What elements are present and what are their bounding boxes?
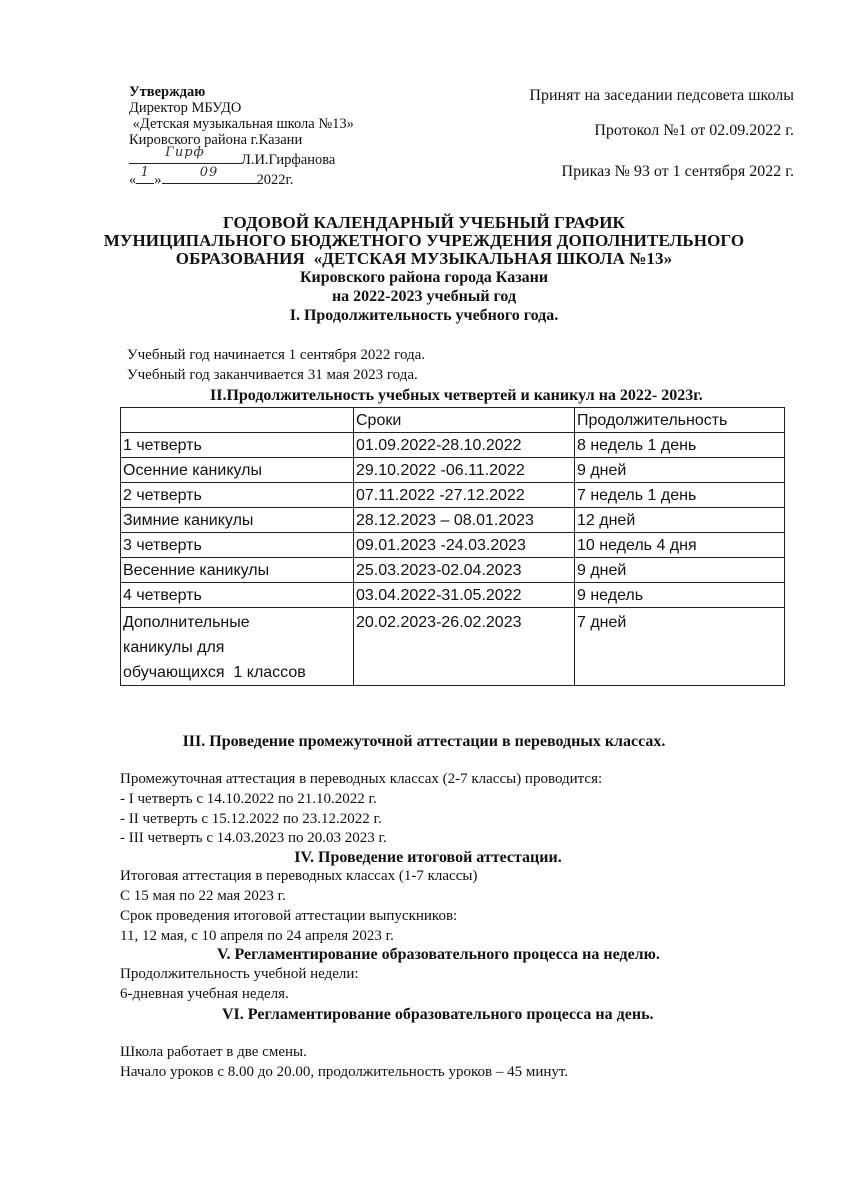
handwritten-day: 1 — [140, 165, 150, 180]
period-dates: 28.12.2023 – 08.01.2023 — [354, 508, 575, 533]
section-5-heading: V. Регламентирование образовательного процесса на неделю. — [217, 946, 660, 963]
period-name: 4 четверть — [121, 583, 354, 608]
date-open-quote: « — [129, 172, 137, 188]
period-name-line: Дополнительные — [123, 614, 250, 631]
section-3-heading: III. Проведение промежуточной аттестации в переводных классах. — [182, 733, 666, 750]
section-3-line: - I четверть с 14.10.2022 по 21.10.2022 г. — [120, 791, 377, 807]
table-row — [121, 558, 785, 583]
table-header-cell: Сроки — [354, 408, 575, 433]
approval-director: Директор МБУДО — [129, 100, 242, 116]
table-row — [121, 458, 785, 483]
period-duration: 9 дней — [575, 558, 785, 583]
date-close-quote: » — [154, 172, 162, 188]
section-4-line: Итоговая аттестация в переводных классах (1-7 классы) — [120, 868, 478, 884]
section-4-line: 11, 12 мая, с 10 апреля по 24 апреля 2023 г. — [120, 928, 394, 944]
table-row — [121, 608, 785, 686]
document-title-line3: ОБРАЗОВАНИЯ «ДЕТСКАЯ МУЗЫКАЛЬНАЯ ШКОЛА №13» — [175, 249, 673, 268]
section-3-line: - II четверть с 15.12.2022 по 23.12.2022 г. — [120, 811, 382, 827]
signature-field — [129, 145, 241, 164]
period-name-line: обучающихся 1 классов — [123, 664, 306, 681]
section-3-line: - III четверть с 14.03.2023 по 20.03 2023 г. — [120, 830, 387, 846]
period-name — [121, 608, 354, 686]
section-4-heading: IV. Проведение итоговой аттестации. — [294, 849, 562, 866]
table-header-cell — [121, 408, 354, 433]
acceptance-protocol: Протокол №1 от 02.09.2022 г. — [594, 122, 794, 139]
period-name: Весенние каникулы — [121, 558, 354, 583]
table-header-cell: Продолжительность — [575, 408, 785, 433]
period-dates: 20.02.2023-26.02.2023 — [354, 608, 575, 686]
period-name: 2 четверть — [121, 483, 354, 508]
section-4-line: Срок проведения итоговой аттестации выпускников: — [120, 908, 458, 924]
section-6-line: Начало уроков с 8.00 до 20.00, продолжительность уроков – 45 минут. — [120, 1064, 569, 1080]
section-1-line: Учебный год начинается 1 сентября 2022 года. — [127, 347, 426, 363]
period-name: Осенние каникулы — [121, 458, 354, 483]
section-2-heading: II.Продолжительность учебных четвертей и каникул на 2022- 2023г. — [210, 387, 703, 404]
period-dates: 01.09.2022-28.10.2022 — [354, 433, 575, 458]
document-title-line2: МУНИЦИПАЛЬНОГО БЮДЖЕТНОГО УЧРЕЖДЕНИЯ ДОПОЛНИТЕЛЬНОГО — [103, 231, 745, 250]
approval-date-line — [129, 165, 354, 188]
table-header-row — [121, 408, 785, 433]
period-dates: 25.03.2023-02.04.2023 — [354, 558, 575, 583]
period-name-line: каникулы для — [123, 639, 225, 656]
document-title-district: Кировского района города Казани — [299, 269, 549, 286]
date-year: 2022г. — [256, 172, 294, 188]
table-row — [121, 508, 785, 533]
handwritten-signature: Гирф — [165, 145, 205, 160]
section-6-heading: VI. Регламентирование образовательного процесса на день. — [222, 1006, 654, 1023]
section-6-line: Школа работает в две смены. — [120, 1044, 307, 1060]
period-dates: 29.10.2022 -06.11.2022 — [354, 458, 575, 483]
date-day-field — [136, 165, 154, 184]
section-1-line: Учебный год заканчивается 31 мая 2023 года. — [127, 367, 418, 383]
period-duration: 9 дней — [575, 458, 785, 483]
period-duration: 10 недель 4 дня — [575, 533, 785, 558]
period-dates: 03.04.2022-31.05.2022 — [354, 583, 575, 608]
approval-heading: Утверждаю — [129, 84, 206, 100]
period-duration: 12 дней — [575, 508, 785, 533]
approval-block — [129, 84, 354, 188]
handwritten-month: 09 — [199, 165, 219, 180]
approval-school-name: «Детская музыкальная школа №13» — [129, 116, 354, 132]
table-row — [121, 433, 785, 458]
signer-name: Л.И.Гирфанова — [241, 152, 336, 168]
period-duration: 8 недель 1 день — [575, 433, 785, 458]
date-month-field — [162, 165, 257, 184]
section-5-line: 6-дневная учебная неделя. — [120, 986, 289, 1002]
period-name: 3 четверть — [121, 533, 354, 558]
period-duration: 7 недель 1 день — [575, 483, 785, 508]
table-row — [121, 583, 785, 608]
period-duration: 7 дней — [575, 608, 785, 686]
acceptance-order: Приказ № 93 от 1 сентября 2022 г. — [561, 163, 794, 180]
approval-district: Кировского района г.Казани — [129, 132, 303, 148]
period-name: 1 четверть — [121, 433, 354, 458]
table-row — [121, 483, 785, 508]
section-5-line: Продолжительность учебной недели: — [120, 966, 359, 982]
section-4-line: С 15 мая по 22 мая 2023 г. — [120, 888, 286, 904]
period-duration: 9 недель — [575, 583, 785, 608]
document-title: ГОДОВОЙ КАЛЕНДАРНЫЙ УЧЕБНЫЙ ГРАФИК — [222, 213, 625, 232]
document-title-year: на 2022-2023 учебный год — [331, 288, 517, 305]
period-dates: 07.11.2022 -27.12.2022 — [354, 483, 575, 508]
period-dates: 09.01.2023 -24.03.2023 — [354, 533, 575, 558]
schedule-table — [120, 407, 785, 686]
acceptance-council: Принят на заседании педсовета школы — [529, 87, 794, 104]
section-3-line: Промежуточная аттестация в переводных классах (2-7 классы) проводится: — [120, 771, 603, 787]
period-name: Зимние каникулы — [121, 508, 354, 533]
table-row — [121, 533, 785, 558]
section-1-heading: I. Продолжительность учебного года. — [289, 307, 559, 324]
